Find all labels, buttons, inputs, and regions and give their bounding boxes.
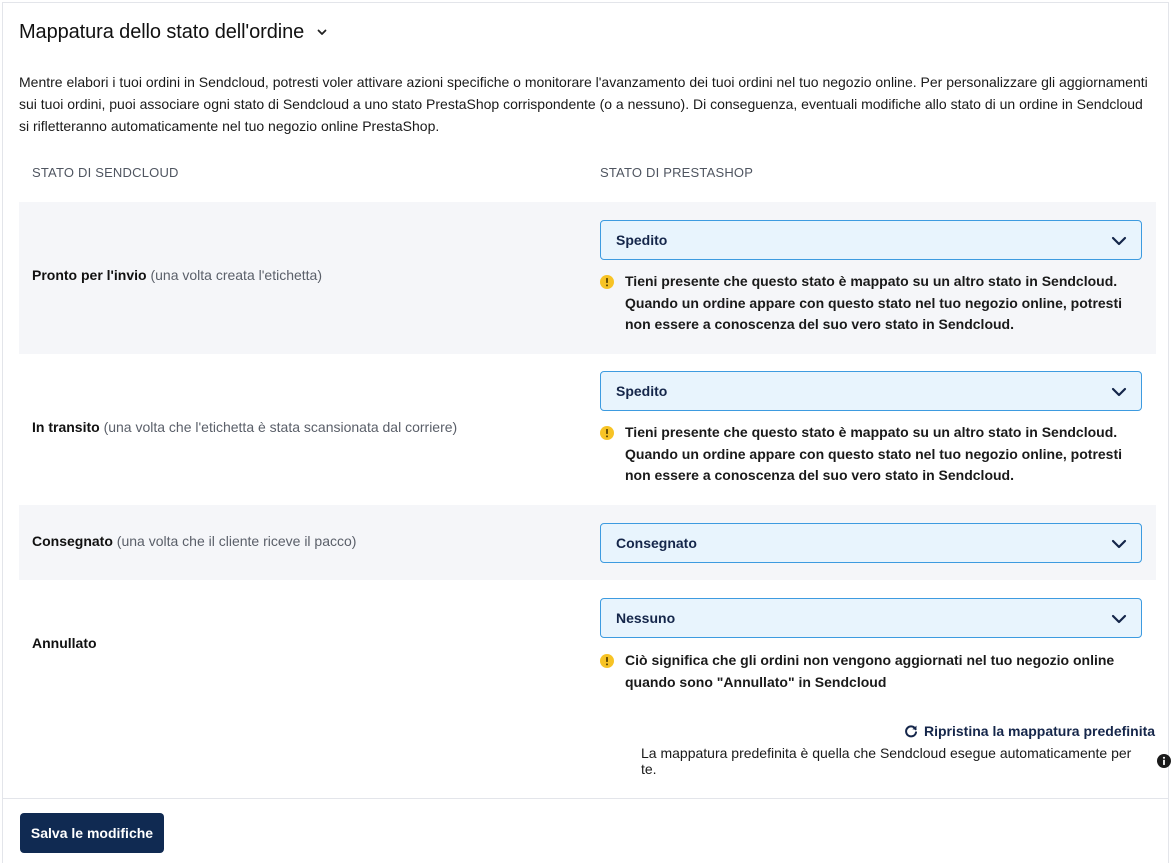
rotate-cw-icon [904, 724, 918, 738]
select-value: Consegnato [616, 535, 697, 551]
status-hint: (una volta creata l'etichetta) [150, 267, 322, 283]
section-title: Mappatura dello stato dell'ordine [19, 20, 305, 43]
default-mapping-note [641, 745, 1171, 777]
warning-text: Tieni presente che questo stato è mappato su un altro stato in Sendcloud. Quando un ordine appare con questo stato nel tuo negozio online, potresti non essere a conoscenza del suo vero stato in Sendcloud. [625, 424, 1123, 483]
save-changes-button[interactable]: Salva le modifiche [20, 813, 164, 853]
default-mapping-text: La mappatura predefinita è quella che Sendcloud esegue automaticamente per te. [641, 745, 1132, 777]
prestashop-status-select[interactable] [600, 371, 1142, 411]
status-label [32, 533, 356, 549]
warning-circle-icon [600, 275, 614, 289]
mapping-warning [600, 271, 1145, 336]
section-description: Mentre elabori i tuoi ordini in Sendcloud, potresti voler attivare azioni specifiche o monitorare l'avanzamento dei tuoi ordini nel tuo negozio online. Per personalizzare gli aggiornamenti sui tuoi ordini, puoi associare ogni stato di Sendcloud a uno stato PrestaShop corrispondente (o a nessuno). Di conseguenza, eventuali modifiche allo stato di un ordine in Sendcloud si rifletteranno automaticamente nel tuo negozio online PrestaShop. [19, 74, 1148, 134]
column-header-prestashop: STATO DI PRESTASHOP [600, 165, 754, 180]
status-label [32, 267, 322, 283]
chevron-down-icon [1111, 612, 1127, 626]
warning-text: Ciò significa che gli ordini non vengono aggiornati nel tuo negozio online quando sono "Annullato" in Sendcloud [625, 652, 1115, 690]
status-name: In transito [32, 419, 100, 435]
status-hint: (una volta che l'etichetta è stata scansionata dal corriere) [103, 419, 458, 435]
mapping-row-ready-to-send [19, 202, 1156, 354]
prestashop-status-select[interactable] [600, 523, 1142, 563]
prestashop-status-select[interactable] [600, 220, 1142, 260]
status-label [32, 419, 457, 435]
status-label [32, 635, 97, 651]
warning-circle-icon [600, 654, 614, 668]
column-header-sendcloud: STATO DI SENDCLOUD [32, 165, 179, 180]
chevron-down-icon [316, 26, 328, 38]
status-hint: (una volta che il cliente riceve il pacco) [116, 533, 357, 549]
chevron-down-icon [1111, 385, 1127, 399]
mapping-row-cancelled [19, 580, 1156, 705]
select-value: Nessuno [616, 610, 676, 626]
mapping-warning [600, 650, 1145, 693]
status-name: Pronto per l'invio [32, 267, 147, 283]
reset-default-mapping-link[interactable] [904, 720, 1155, 742]
status-name: Consegnato [32, 533, 113, 549]
select-value: Spedito [616, 383, 668, 399]
mapping-warning [600, 422, 1145, 487]
mapping-row-delivered [19, 505, 1156, 580]
info-circle-icon[interactable] [1157, 754, 1171, 768]
warning-text: Tieni presente che questo stato è mappato su un altro stato in Sendcloud. Quando un ordine appare con questo stato nel tuo negozio online, potresti non essere a conoscenza del suo vero stato in Sendcloud. [625, 273, 1123, 332]
mapping-table-header [19, 165, 1156, 185]
section-header-toggle[interactable] [19, 18, 328, 46]
status-name: Annullato [32, 635, 97, 651]
mapping-row-in-transit [19, 354, 1156, 505]
footer-divider [2, 798, 1169, 799]
chevron-down-icon [1111, 234, 1127, 248]
reset-link-label: Ripristina la mappatura predefinita [924, 723, 1156, 739]
prestashop-status-select[interactable] [600, 598, 1142, 638]
chevron-down-icon [1111, 537, 1127, 551]
select-value: Spedito [616, 232, 668, 248]
warning-circle-icon [600, 426, 614, 440]
